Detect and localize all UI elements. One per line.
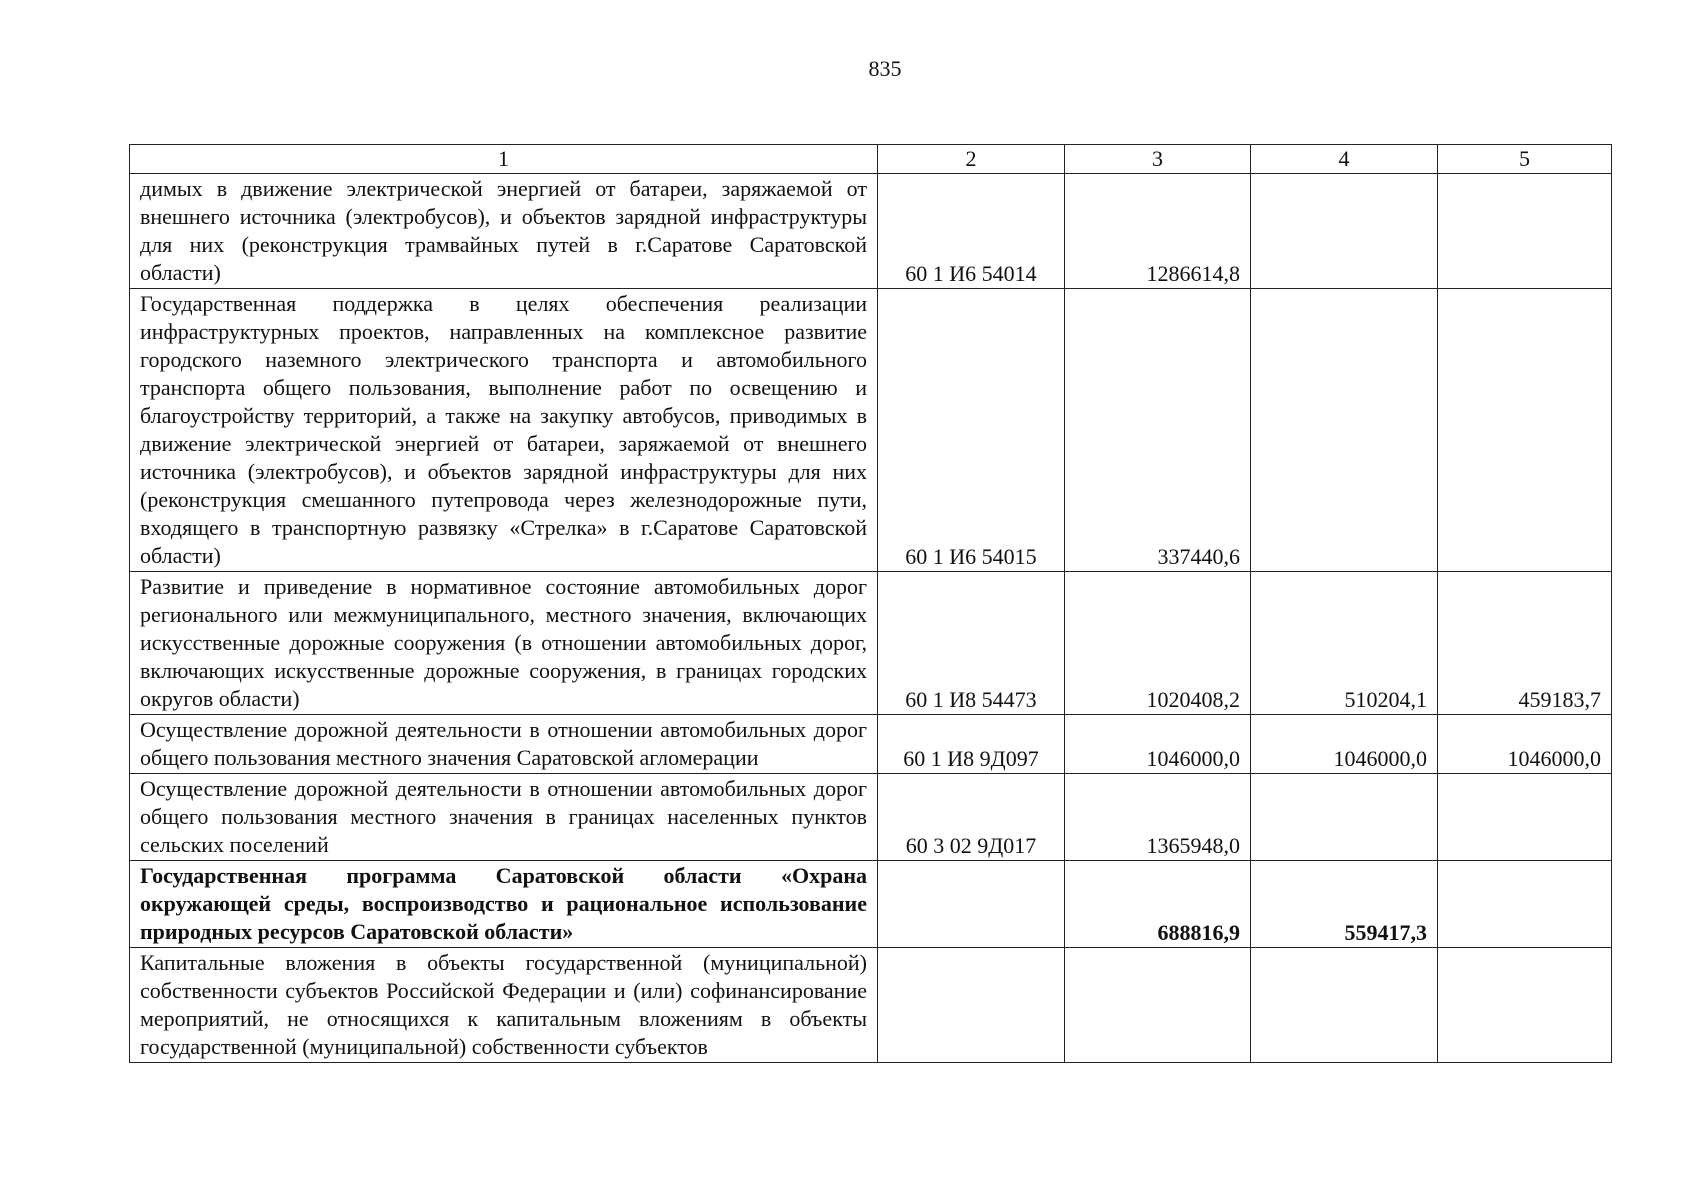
row-budget-code: 60 1 И8 54473 [878,572,1065,715]
row-value-col5 [1438,289,1612,572]
table-body [130,174,1612,1063]
row-value-col5: 1046000,0 [1438,715,1612,774]
row-budget-code: 60 1 И6 54014 [878,174,1065,289]
row-value-col5: 459183,7 [1438,572,1612,715]
budget-table [129,144,1612,1063]
table-row [130,174,1612,289]
row-description: Осуществление дорожной деятельности в отношении автомобильных дорог общего пользования местного значения в границах населенных пунктов сельских поселений [130,774,878,861]
row-budget-code: 60 1 И8 9Д097 [878,715,1065,774]
row-description: Государственная программа Саратовской области «Охрана окружающей среды, воспроизводство и рациональное использование природных ресурсов Саратовской области» [130,861,878,948]
row-value-col4: 559417,3 [1251,861,1438,948]
table-row [130,948,1612,1063]
row-value-col4 [1251,289,1438,572]
table-row [130,572,1612,715]
row-value-col3 [1065,948,1251,1063]
table-header [130,145,1612,174]
row-value-col3: 1046000,0 [1065,715,1251,774]
row-value-col4: 510204,1 [1251,572,1438,715]
row-value-col3: 1020408,2 [1065,572,1251,715]
column-header-4: 4 [1251,145,1438,174]
row-budget-code [878,948,1065,1063]
row-value-col4 [1251,774,1438,861]
row-value-col3: 1286614,8 [1065,174,1251,289]
row-budget-code: 60 3 02 9Д017 [878,774,1065,861]
column-header-1: 1 [130,145,878,174]
row-value-col3: 1365948,0 [1065,774,1251,861]
row-value-col5 [1438,174,1612,289]
row-description: Капитальные вложения в объекты государственной (муниципальной) собственности субъектов Российской Федерации и (или) софинансирование мероприятий, не относящихся к капитальным вложениям в объекты государственной (муниципальной) собственности субъектов [130,948,878,1063]
row-description: Государственная поддержка в целях обеспечения реализации инфраструктурных проектов, направленных на комплексное развитие городского наземного электрического транспорта и автомобильного транспорта общего пользования, выполнение работ по освещению и благоустройству территорий, а также на закупку автобусов, приводимых в движение электрической энергией от батареи, заряжаемой от внешнего источника (электробусов), и объектов зарядной инфраструктуры для них (реконструкция смешанного путепровода через железнодорожные пути, входящего в транспортную развязку «Стрелка» в г.Саратове Саратовской области) [130,289,878,572]
row-budget-code: 60 1 И6 54015 [878,289,1065,572]
row-value-col3: 688816,9 [1065,861,1251,948]
row-budget-code [878,861,1065,948]
row-value-col4 [1251,948,1438,1063]
row-description: димых в движение электрической энергией от батареи, заряжаемой от внешнего источника (электробусов), и объектов зарядной инфраструктуры для них (реконструкция трамвайных путей в г.Саратове Саратовской области) [130,174,878,289]
table-row-program-total [130,861,1612,948]
header-row [130,145,1612,174]
row-value-col4 [1251,174,1438,289]
table-row [130,774,1612,861]
column-header-3: 3 [1065,145,1251,174]
column-header-5: 5 [1438,145,1612,174]
row-description: Развитие и приведение в нормативное состояние автомобильных дорог регионального или межмуниципального, местного значения, включающих искусственные дорожные сооружения (в отношении автомобильных дорог, включающих искусственные дорожные сооружения, в границах городских округов области) [130,572,878,715]
row-value-col3: 337440,6 [1065,289,1251,572]
row-value-col5 [1438,948,1612,1063]
page-number: 835 [868,56,902,81]
column-header-2: 2 [878,145,1065,174]
row-value-col5 [1438,861,1612,948]
table-row [130,289,1612,572]
row-value-col5 [1438,774,1612,861]
table-row [130,715,1612,774]
row-value-col4: 1046000,0 [1251,715,1438,774]
row-description: Осуществление дорожной деятельности в отношении автомобильных дорог общего пользования местного значения Саратовской агломерации [130,715,878,774]
